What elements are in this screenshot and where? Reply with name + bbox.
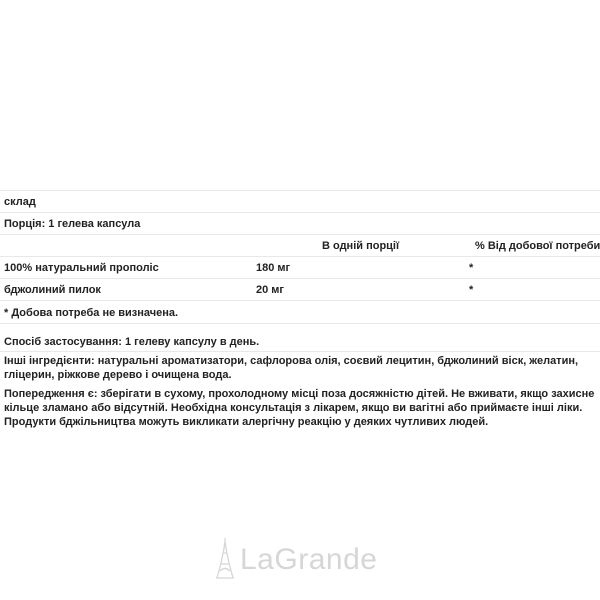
- section-divider: [0, 351, 600, 352]
- ingredient-row: [0, 278, 600, 300]
- ingredient-name: бджолиний пилок: [4, 284, 101, 296]
- serving-size: Порція: 1 гелева капсула: [4, 218, 141, 230]
- watermark-brand: LaGrande: [240, 543, 378, 576]
- facts-title-row: [0, 190, 600, 212]
- warnings-text: Попередження є: зберігати в сухому, прохолодному місці поза досяжністю дітей. Не вживати, якщо захисне кільце зламано або відсутній. Необхідна консультація з лікарем, якщо ви вагітні або приймаєте інші ліки. Продукти бджільництва можуть викликати алергічну реакцію у деяких чутливих людей.: [4, 388, 595, 428]
- serving-size-row: [0, 212, 600, 234]
- ingredient-daily-value: *: [469, 284, 474, 296]
- facts-header-row: [0, 234, 600, 256]
- ingredient-amount: 20 мг: [256, 284, 285, 296]
- daily-value-column-header: % Від добової потреби: [475, 240, 600, 252]
- amount-column-header: В одній порції: [322, 240, 400, 252]
- eiffel-tower-icon: [216, 537, 234, 584]
- other-ingredients-text: Інші інгредієнти: натуральні ароматизатори, сафлорова олія, соєвий лецитин, бджолиний віск, желатин, гліцерин, ріжкове дерево і очищена вода.: [4, 355, 579, 381]
- ingredient-daily-value: *: [469, 262, 474, 274]
- directions-text: Спосіб застосування: 1 гелеву капсулу в день.: [4, 336, 260, 348]
- supplement-facts-table: [0, 190, 600, 324]
- ingredient-row: [0, 256, 600, 278]
- ingredient-amount: 180 мг: [256, 262, 291, 274]
- ingredient-name: 100% натуральний прополіс: [4, 262, 159, 274]
- lagrande-watermark: [216, 538, 377, 582]
- daily-value-footnote: * Добова потреба не визначена.: [4, 307, 179, 319]
- footnote-row: [0, 300, 600, 324]
- facts-title: склад: [4, 196, 36, 208]
